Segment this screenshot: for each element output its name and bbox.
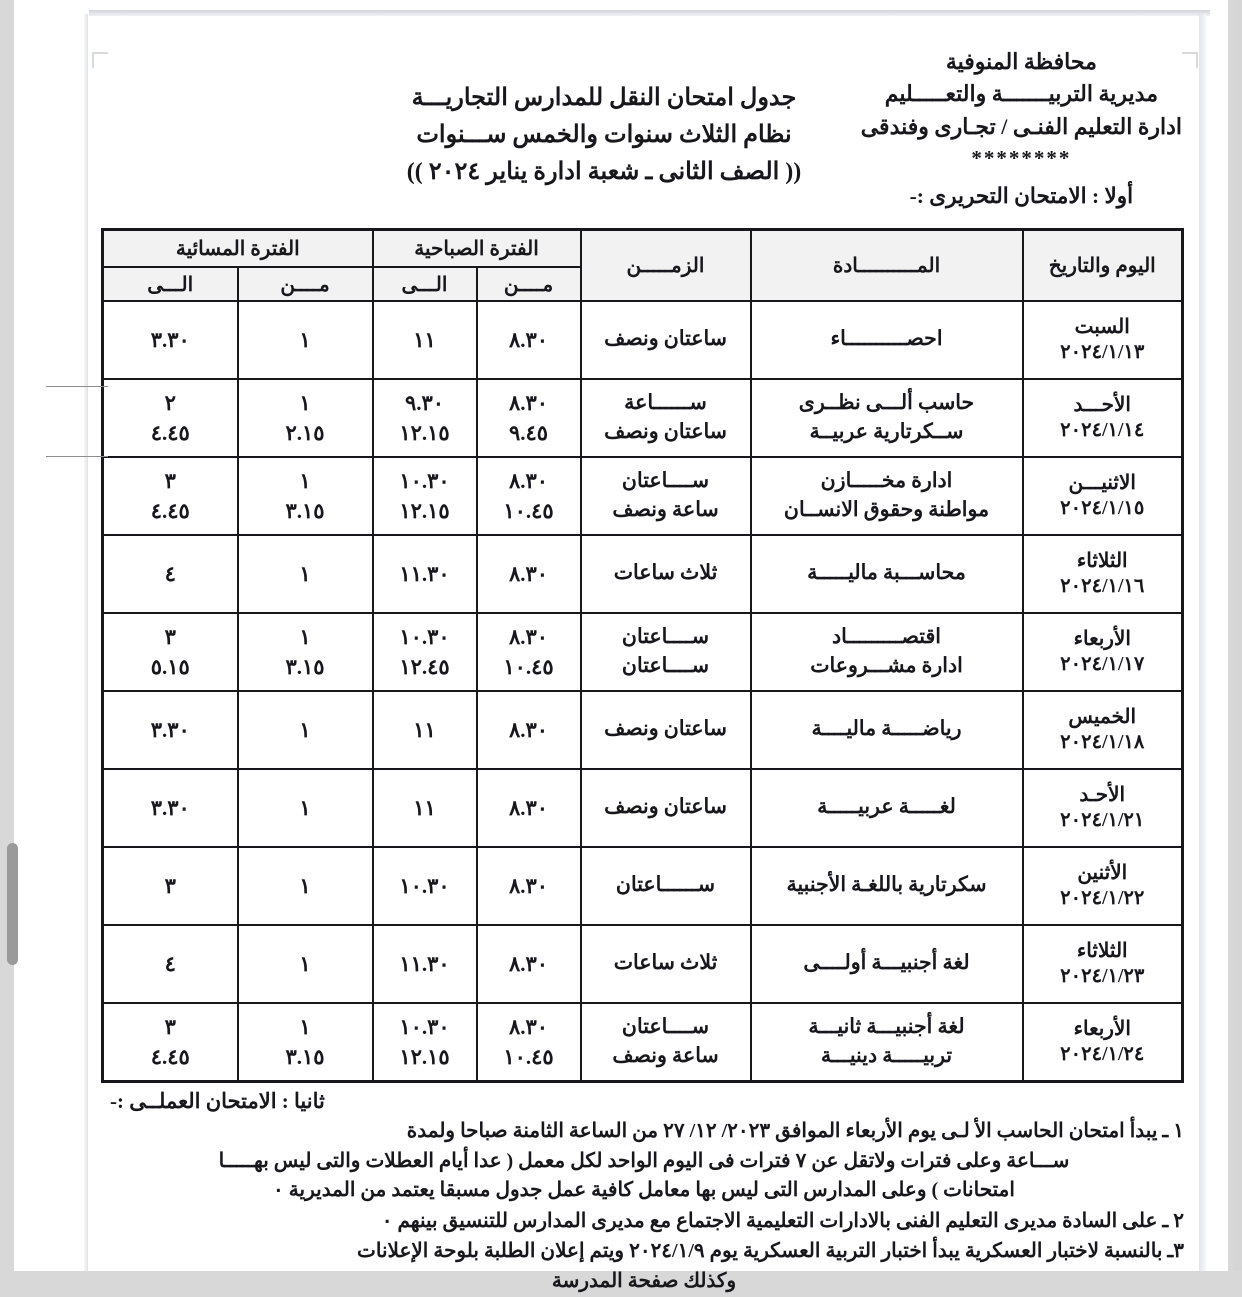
- evening-to-time: ٣: [164, 1014, 176, 1039]
- duration-text: ســــــاعتان: [615, 874, 716, 897]
- evening-to-time: ٣: [164, 624, 176, 649]
- morning-to-time: ١٢.٤٥: [399, 655, 450, 679]
- title-line-3: (( الصف الثانى ـ شعبة ادارة يناير ٢٠٢٤ )): [406, 159, 802, 186]
- cell-subject: [751, 457, 1023, 535]
- subject-text: اقتصـــــــــاد: [832, 625, 941, 648]
- cell-evening-from: [238, 613, 373, 691]
- exam-date: ٢٠٢٤/١/٢٢: [1060, 888, 1145, 910]
- morning-from-time: ١٠.٤٥: [503, 1045, 554, 1069]
- col-header-morning-to: الـــى: [373, 267, 477, 301]
- morning-from-time: ٨.٣٠: [508, 561, 549, 586]
- col-header-evening-from: مــــن: [238, 267, 373, 301]
- table-row: [102, 691, 1182, 769]
- duration-text: ساعتان ونصف: [604, 796, 727, 819]
- cell-duration: [581, 613, 751, 691]
- cell-day-date: [1023, 457, 1183, 535]
- table-row: [102, 301, 1182, 379]
- col-header-duration: الزمـــــن: [581, 230, 751, 302]
- morning-from-time: ٨.٣٠: [508, 327, 549, 352]
- evening-to-time: ٣.٣٠: [150, 795, 190, 820]
- cell-day-date: [1023, 925, 1183, 1003]
- morning-from-time: ٨.٣٠: [508, 624, 549, 649]
- duration-text: ثلاث ساعات: [613, 952, 718, 975]
- col-header-evening-period: الفترة المسائية: [102, 230, 372, 268]
- cell-evening-to: [102, 925, 237, 1003]
- subject-text: سكرتارية باللغـة الأجنبية: [786, 874, 987, 897]
- cell-day-date: [1023, 613, 1183, 691]
- cell-duration: [581, 691, 751, 769]
- cell-evening-from: [238, 1003, 373, 1082]
- evening-from-time: ١: [299, 624, 311, 649]
- cell-duration: [581, 925, 751, 1003]
- subject-text: لغة أجنبيـــة أولــــى: [803, 952, 970, 975]
- day-name: الثلاثاء: [1076, 940, 1128, 963]
- table-body: [102, 301, 1182, 1082]
- morning-from-time: ٨.٣٠: [508, 717, 549, 742]
- day-name: الأثنين: [1077, 862, 1128, 885]
- morning-from-time: ٨.٣٠: [508, 390, 549, 415]
- duration-text: ثلاث ساعات: [613, 562, 718, 585]
- cell-morning-to: [373, 691, 477, 769]
- stray-guide-line-1: [46, 386, 108, 387]
- exam-date: ٢٠٢٤/١/١٧: [1060, 654, 1145, 676]
- cell-morning-from: [477, 457, 581, 535]
- cell-day-date: [1023, 301, 1183, 379]
- evening-to-time: ٤.٤٥: [150, 1045, 190, 1069]
- exam-date: ٢٠٢٤/١/١٣: [1060, 342, 1145, 364]
- written-exam-label: أولا : الامتحان التحريرى :-: [909, 183, 1134, 208]
- evening-from-time: ٣.١٥: [285, 499, 325, 523]
- document-content: [86, 0, 1184, 1292]
- evening-to-time: ٣: [164, 468, 176, 493]
- subject-text: احصــــــــــاء: [830, 328, 943, 351]
- note-line: امتحانات ) وعلى المدارس التى ليس بها معامل كافية عمل جدول مسبقا يعتمد من المديرية ٠: [273, 1179, 1015, 1202]
- cell-morning-to: [373, 925, 477, 1003]
- day-name: السبت: [1074, 316, 1130, 339]
- evening-from-time: ١: [299, 717, 311, 742]
- cell-morning-from: [477, 847, 581, 925]
- cell-subject: [751, 1003, 1023, 1082]
- cell-morning-to: [373, 301, 477, 379]
- organization-block: [861, 46, 1182, 212]
- cell-duration: [581, 301, 751, 379]
- document-header: [86, 0, 1184, 228]
- cell-subject: [751, 769, 1023, 847]
- evening-from-time: ٢.١٥: [285, 421, 325, 445]
- table-row: [102, 847, 1182, 925]
- cell-morning-to: [373, 535, 477, 613]
- table-row: [102, 535, 1182, 613]
- cell-duration: [581, 769, 751, 847]
- cell-evening-to: [102, 1003, 237, 1082]
- col-header-subject: المــــــــــادة: [751, 230, 1023, 302]
- evening-to-time: ٢: [164, 390, 176, 415]
- morning-to-time: ١٢.١٥: [399, 1045, 450, 1069]
- day-name: الأربعاء: [1073, 628, 1131, 651]
- duration-text: ســــاعتان: [621, 625, 710, 648]
- subject-text: مواطنة وحقوق الانســان: [783, 499, 990, 521]
- cell-evening-from: [238, 847, 373, 925]
- cell-evening-to: [102, 379, 237, 457]
- morning-from-time: ٨.٣٠: [508, 795, 549, 820]
- star-separator: ********: [971, 145, 1072, 170]
- footer-note: [104, 1117, 1184, 1206]
- cell-morning-from: [477, 301, 581, 379]
- table-row: [102, 925, 1182, 1003]
- exam-date: ٢٠٢٤/١/٢٣: [1060, 966, 1145, 988]
- scan-edge-right: [1199, 14, 1206, 1271]
- practical-exam-label: ثانيا : الامتحان العملــى :-: [110, 1089, 325, 1113]
- cell-morning-from: [477, 535, 581, 613]
- title-line-2: نظام الثلاث سنوات والخمس ســـنوات: [416, 122, 792, 149]
- morning-to-time: ١١: [413, 327, 436, 352]
- cell-morning-from: [477, 769, 581, 847]
- evening-from-time: ١: [299, 1014, 311, 1039]
- evening-from-time: ٣.١٥: [285, 655, 325, 679]
- morning-to-time: ١٢.١٥: [399, 421, 450, 445]
- vertical-scrollbar-thumb[interactable]: [7, 843, 18, 965]
- morning-from-time: ٩.٤٥: [508, 421, 549, 445]
- table-row: [102, 613, 1182, 691]
- cell-morning-from: [477, 379, 581, 457]
- exam-date: ٢٠٢٤/١/١٥: [1060, 498, 1145, 520]
- col-header-morning-from: مــــن: [477, 267, 581, 301]
- col-header-evening-to: الـــى: [102, 267, 237, 301]
- morning-to-time: ١١.٣٠: [399, 951, 450, 976]
- cell-evening-to: [102, 613, 237, 691]
- exam-schedule-table: [101, 228, 1184, 1083]
- morning-from-time: ٨.٣٠: [508, 1014, 549, 1039]
- note-line: ســـاعة وعلى فترات ولاتقل عن ٧ فترات فى اليوم الواحد لكل معمل ( عدا أيام العطلات والتى ليس بهـــــا: [218, 1149, 1070, 1172]
- subject-text: محاســـبة ماليـــــة: [807, 562, 966, 585]
- col-header-morning-period: الفترة الصباحية: [373, 230, 581, 268]
- exam-date: ٢٠٢٤/١/١٨: [1060, 732, 1145, 754]
- cell-morning-from: [477, 925, 581, 1003]
- morning-from-time: ٨.٣٠: [508, 873, 549, 898]
- subject-text: لغـــــة عربيـــــة: [817, 796, 956, 819]
- evening-from-time: ١: [299, 561, 311, 586]
- morning-to-time: ١٠.٣٠: [399, 468, 450, 493]
- cell-evening-to: [102, 847, 237, 925]
- table-row: [102, 379, 1182, 457]
- note-line: ٢ ـ على السادة مديرى التعليم الفنى بالادارات التعليمية الاجتماع مع مديرى المدارس للتنسيق بينهم ٠: [381, 1209, 1184, 1232]
- evening-to-time: ٤: [164, 561, 176, 586]
- duration-text: ســــاعتان: [621, 469, 710, 492]
- cell-evening-from: [238, 925, 373, 1003]
- evening-to-time: ٣: [164, 873, 176, 898]
- evening-from-time: ١: [299, 327, 311, 352]
- stray-guide-line-2: [46, 456, 108, 457]
- day-name: الأحـــد: [1073, 394, 1131, 417]
- cell-morning-to: [373, 769, 477, 847]
- cell-subject: [751, 301, 1023, 379]
- duration-text: ساعتان ونصف: [604, 421, 727, 443]
- morning-to-time: ١٠.٣٠: [399, 873, 450, 898]
- cell-subject: [751, 535, 1023, 613]
- day-name: الاثنيـــن: [1068, 472, 1136, 495]
- note-line: وكذلك صفحة المدرسة: [551, 1269, 737, 1292]
- cell-subject: [751, 379, 1023, 457]
- cell-duration: [581, 847, 751, 925]
- morning-to-time: ١١.٣٠: [399, 561, 450, 586]
- document-title: [324, 80, 884, 192]
- morning-from-time: ١٠.٤٥: [503, 499, 554, 523]
- page-right-margin: [1233, 0, 1242, 1271]
- subject-text: لغة أجنبيـــة ثانيـــة: [808, 1015, 965, 1038]
- evening-from-time: ١: [299, 468, 311, 493]
- department-name: ادارة التعليم الفنـى / تجـارى وفندقى: [860, 113, 1182, 139]
- cell-morning-from: [477, 1003, 581, 1082]
- cell-day-date: [1023, 847, 1183, 925]
- title-line-1: جدول امتحان النقل للمدارس التجاريـــة: [411, 85, 797, 111]
- day-name: الأربعاء: [1073, 1018, 1131, 1041]
- cell-day-date: [1023, 691, 1183, 769]
- cell-day-date: [1023, 1003, 1183, 1082]
- morning-from-time: ٨.٣٠: [508, 468, 549, 493]
- directorate-name: مديرية التربيـــــــة والتعـــــليم: [884, 81, 1158, 107]
- morning-to-time: ٩.٣٠: [404, 390, 445, 415]
- morning-from-time: ١٠.٤٥: [503, 655, 554, 679]
- evening-to-time: ٤.٤٥: [150, 421, 190, 445]
- footer-note: [104, 1207, 1184, 1237]
- evening-to-time: ٤.٤٥: [150, 499, 190, 523]
- exam-date: ٢٠٢٤/١/٢١: [1060, 810, 1145, 832]
- cell-duration: [581, 379, 751, 457]
- evening-from-time: ٣.١٥: [285, 1045, 325, 1069]
- exam-date: ٢٠٢٤/١/١٦: [1060, 576, 1145, 598]
- notes-list: [104, 1117, 1184, 1297]
- cell-evening-from: [238, 691, 373, 769]
- cell-subject: [751, 847, 1023, 925]
- cell-morning-from: [477, 613, 581, 691]
- cell-morning-to: [373, 847, 477, 925]
- table-row: [102, 769, 1182, 847]
- morning-to-time: ١١: [413, 717, 436, 742]
- cell-duration: [581, 1003, 751, 1082]
- duration-text: ساعتان ونصف: [604, 718, 727, 741]
- subject-text: حاسب ألـــى نظــرى: [798, 391, 975, 414]
- subject-text: ســكرتارية عربيــة: [809, 421, 964, 443]
- subject-text: تربيـــــة دينيـــة: [820, 1045, 953, 1067]
- evening-from-time: ١: [299, 795, 311, 820]
- duration-text: ســــاعتان: [621, 655, 710, 677]
- table-row: [102, 457, 1182, 535]
- footer-note: [104, 1237, 1184, 1296]
- duration-text: ســــاعتان: [621, 1015, 710, 1038]
- cell-evening-to: [102, 457, 237, 535]
- day-name: الخميس: [1068, 706, 1137, 729]
- governorate-name: محافظة المنوفية: [945, 49, 1097, 74]
- table-header: [102, 230, 1182, 302]
- day-name: الأحـد: [1079, 784, 1126, 807]
- exam-date: ٢٠٢٤/١/٢٤: [1060, 1044, 1145, 1066]
- evening-from-time: ١: [299, 873, 311, 898]
- cell-evening-from: [238, 379, 373, 457]
- cell-morning-to: [373, 613, 477, 691]
- cell-day-date: [1023, 769, 1183, 847]
- subject-text: ادارة مشـــروعات: [810, 655, 963, 677]
- evening-to-time: ٤: [164, 951, 176, 976]
- morning-to-time: ١٠.٣٠: [399, 624, 450, 649]
- scan-corner-right: [1182, 52, 1198, 68]
- cell-evening-to: [102, 535, 237, 613]
- cell-evening-from: [238, 457, 373, 535]
- duration-text: ســــــاعة: [624, 391, 707, 414]
- cell-subject: [751, 925, 1023, 1003]
- table-row: [102, 1003, 1182, 1082]
- cell-evening-from: [238, 769, 373, 847]
- cell-evening-from: [238, 301, 373, 379]
- note-line: ١ ـ يبدأ امتحان الحاسب الأ لـى يوم الأربعاء الموافق ٢٠٢٣/ ١٢/ ٢٧ من الساعة الثامنة صباحا ولمدة: [406, 1120, 1184, 1142]
- duration-text: ساعة ونصف: [612, 1045, 719, 1067]
- cell-day-date: [1023, 535, 1183, 613]
- cell-evening-from: [238, 535, 373, 613]
- cell-evening-to: [102, 691, 237, 769]
- evening-from-time: ١: [299, 951, 311, 976]
- footer-notes: [104, 1089, 1184, 1297]
- morning-from-time: ٨.٣٠: [508, 951, 549, 976]
- cell-day-date: [1023, 379, 1183, 457]
- evening-from-time: ١: [299, 390, 311, 415]
- day-name: الثلاثاء: [1076, 550, 1128, 573]
- note-line: ٣ـ بالنسبة لاختبار العسكرية يبدأ اختبار التربية العسكرية يوم ٢٠٢٤/١/٩ ويتم إعلان الطلبة بلوحة الإعلانات: [357, 1240, 1184, 1263]
- cell-duration: [581, 535, 751, 613]
- duration-text: ساعتان ونصف: [604, 328, 727, 351]
- subject-text: ادارة مخـــــازن: [820, 469, 953, 492]
- subject-text: رياضـــــة ماليــــة: [811, 718, 962, 741]
- duration-text: ساعة ونصف: [612, 499, 719, 521]
- col-header-day-date: اليوم والتاريخ: [1023, 230, 1183, 302]
- morning-to-time: ١٠.٣٠: [399, 1014, 450, 1039]
- cell-subject: [751, 613, 1023, 691]
- evening-to-time: ٣.٣٠: [150, 717, 190, 742]
- evening-to-time: ٣.٣٠: [150, 327, 190, 352]
- morning-to-time: ١١: [413, 795, 436, 820]
- cell-morning-from: [477, 691, 581, 769]
- cell-morning-to: [373, 1003, 477, 1082]
- cell-subject: [751, 691, 1023, 769]
- cell-evening-to: [102, 769, 237, 847]
- evening-to-time: ٥.١٥: [150, 655, 190, 679]
- cell-duration: [581, 457, 751, 535]
- cell-evening-to: [102, 301, 237, 379]
- exam-date: ٢٠٢٤/١/١٤: [1060, 420, 1145, 442]
- morning-to-time: ١٢.١٥: [399, 499, 450, 523]
- cell-morning-to: [373, 457, 477, 535]
- cell-morning-to: [373, 379, 477, 457]
